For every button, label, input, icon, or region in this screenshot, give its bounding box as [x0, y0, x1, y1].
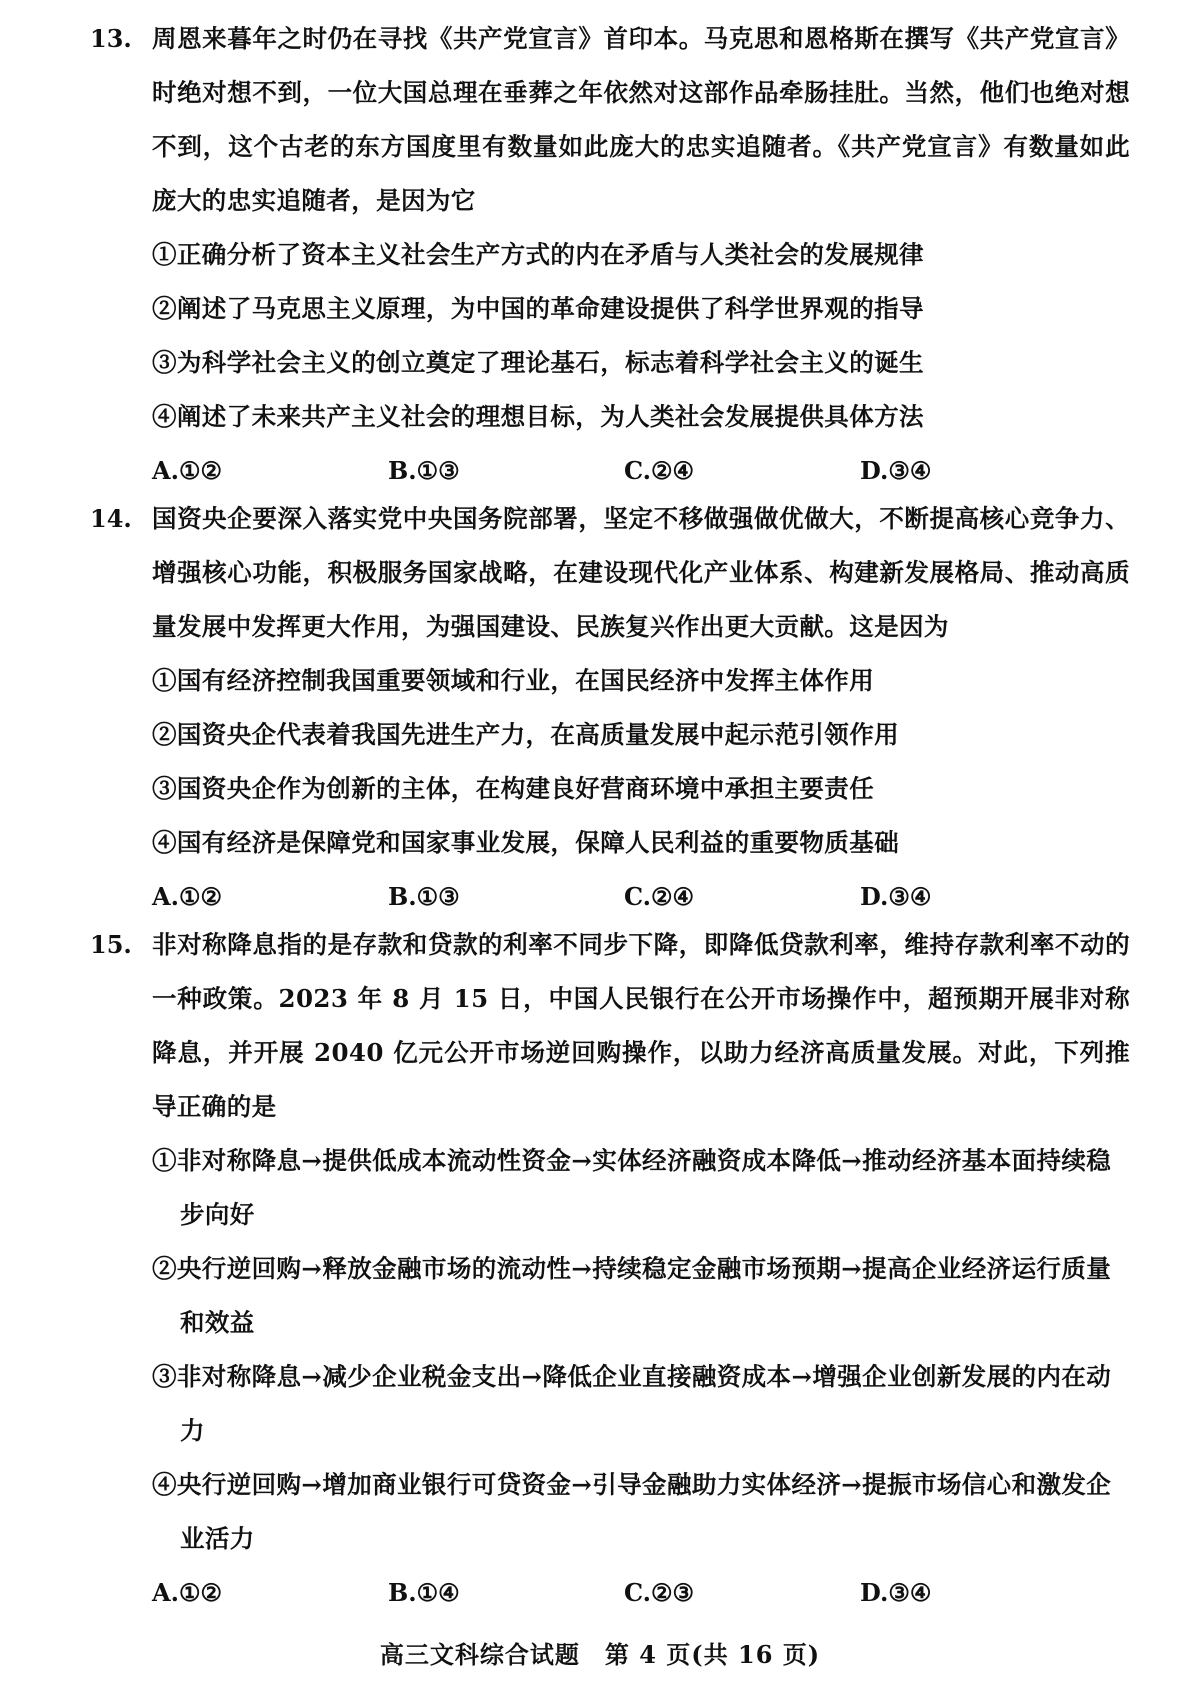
statement-2: ②央行逆回购→释放金融市场的流动性→持续稳定金融市场预期→提高企业经济运行质量和效益	[152, 1254, 1112, 1337]
statement-4: ④阐述了未来共产主义社会的理想目标，为人类社会发展提供具体方法	[152, 402, 924, 431]
statement-3: ③非对称降息→减少企业税金支出→降低企业直接融资成本→增强企业创新发展的内在动力	[152, 1362, 1112, 1445]
statement-1: ①正确分析了资本主义社会生产方式的内在矛盾与人类社会的发展规律	[152, 240, 924, 269]
question-number: 15.	[90, 930, 132, 959]
statement-3: ③为科学社会主义的创立奠定了理论基石，标志着科学社会主义的诞生	[152, 348, 924, 377]
statement-1: ①国有经济控制我国重要领域和行业，在国民经济中发挥主体作用	[152, 666, 875, 695]
choice-d: D.③④	[860, 882, 932, 911]
page-footer: 高三文科综合试题 第 4 页(共 16 页)	[379, 1640, 821, 1669]
statement-2: ②阐述了马克思主义原理，为中国的革命建设提供了科学世界观的指导	[152, 294, 924, 323]
answer-choices	[152, 1566, 1130, 1620]
choice-a: A.①②	[152, 456, 223, 485]
choice-c: C.②④	[624, 456, 695, 485]
answer-choices	[152, 444, 1130, 498]
choice-b: B.①④	[388, 1578, 460, 1607]
question-13	[90, 12, 1130, 498]
question-15	[90, 918, 1130, 1620]
question-number: 14.	[90, 504, 132, 533]
statement-2: ②国资央企代表着我国先进生产力，在高质量发展中起示范引领作用	[152, 720, 899, 749]
question-number: 13.	[90, 24, 132, 53]
choice-a: A.①②	[152, 1578, 223, 1607]
question-14	[90, 492, 1130, 924]
question-body	[152, 12, 1130, 498]
question-body	[152, 492, 1130, 924]
choice-d: D.③④	[860, 1578, 932, 1607]
choice-c: C.②④	[624, 882, 695, 911]
statement-1: ①非对称降息→提供低成本流动性资金→实体经济融资成本降低→推动经济基本面持续稳步向好	[152, 1146, 1112, 1229]
choice-a: A.①②	[152, 882, 223, 911]
answer-choices	[152, 870, 1130, 924]
question-stem: 周恩来暮年之时仍在寻找《共产党宣言》首印本。马克思和恩格斯在撰写《共产党宣言》时绝对想不到，一位大国总理在垂葬之年依然对这部作品牵肠挂肚。当然，他们也绝对想不到，这个古老的东方国度里有数量如此庞大的忠实追随者。《共产党宣言》有数量如此庞大的忠实追随者，是因为它	[152, 24, 1130, 215]
choice-c: C.②③	[624, 1578, 695, 1607]
question-stem: 国资央企要深入落实党中央国务院部署，坚定不移做强做优做大，不断提高核心竞争力、增强核心功能，积极服务国家战略，在建设现代化产业体系、构建新发展格局、推动高质量发展中发挥更大作用，为强国建设、民族复兴作出更大贡献。这是因为	[152, 504, 1130, 641]
choice-d: D.③④	[860, 456, 932, 485]
question-stem: 非对称降息指的是存款和贷款的利率不同步下降，即降低贷款利率，维持存款利率不动的一种政策。2023 年 8 月 15 日，中国人民银行在公开市场操作中，超预期开展非对称降息，并开展 2040 亿元公开市场逆回购操作，以助力经济高质量发展。对此，下列推导正确的是	[152, 930, 1130, 1121]
statement-3: ③国资央企作为创新的主体，在构建良好营商环境中承担主要责任	[152, 774, 875, 803]
question-body	[152, 918, 1130, 1620]
choice-b: B.①③	[388, 456, 460, 485]
choice-b: B.①③	[388, 882, 460, 911]
statement-4: ④央行逆回购→增加商业银行可贷资金→引导金融助力实体经济→提振市场信心和激发企业活力	[152, 1470, 1112, 1553]
statement-4: ④国有经济是保障党和国家事业发展，保障人民利益的重要物质基础	[152, 828, 899, 857]
